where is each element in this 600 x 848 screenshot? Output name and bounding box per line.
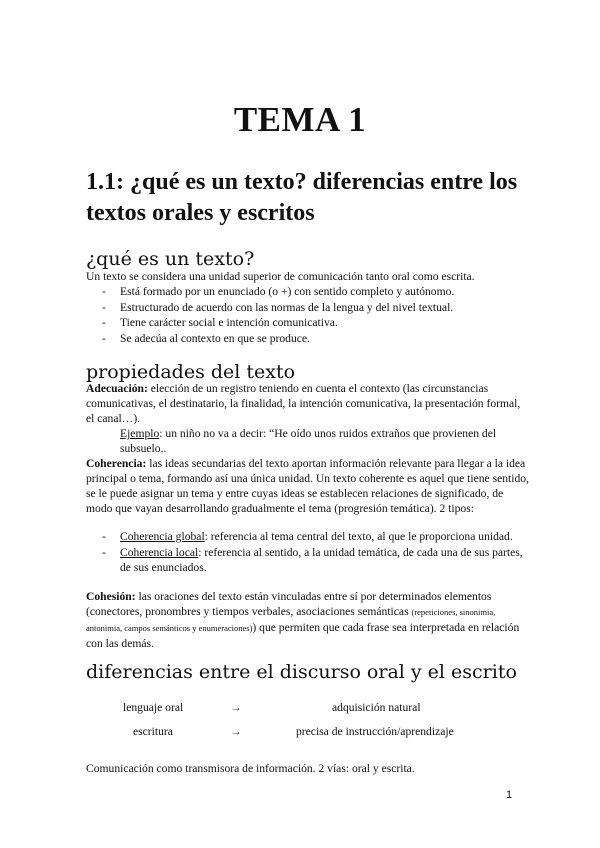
- row-right-escritura: precisa de instrucción/aprendizaje: [296, 725, 454, 738]
- cohesion-paragraph: [86, 589, 530, 651]
- list-item: - Estructurado de acuerdo con las normas de la lengua y del nivel textual.: [100, 300, 530, 316]
- section-heading: 1.1: ¿qué es un texto? diferencias entre los textos orales y escritos: [86, 169, 518, 226]
- coherencia-paragraph: [86, 456, 530, 516]
- adecuacion-text: elección de un registro teniendo en cuenta el contexto (las circunstancias comunicativas, el destinatario, la finalidad, la intención comunicativa, la presentación formal, el canal…).: [86, 382, 521, 425]
- arrow-icon: →: [230, 725, 242, 738]
- list-item: [100, 545, 530, 576]
- subheading-propiedades: propiedades del texto: [86, 361, 296, 383]
- coherence-global-text: : referencia al tema central del texto, al que le proporciona unidad.: [204, 530, 513, 543]
- example-text: : un niño no va a decir: “He oído unos ruidos extraños que provienen del subsuelo..: [120, 427, 497, 455]
- list-item: - Está formado por un enunciado (o +) con sentido completo y autónomo.: [100, 284, 530, 300]
- coherencia-term: Coherencia:: [86, 457, 147, 470]
- document-title: TEMA 1: [233, 100, 367, 139]
- cohesion-text-end: ) que permiten que cada frase sea interpretada en relación con las demás.: [86, 621, 520, 650]
- cohesion-examples: (repeticiones, sinonimia, antonimia, campos semánticos y enumeraciones): [86, 607, 496, 633]
- example-paragraph: [120, 426, 530, 456]
- list-item: - Se adecúa al contexto en que se produce.: [100, 331, 530, 347]
- list-item: - Tiene carácter social e intención comunicativa.: [100, 315, 530, 331]
- text-definition-list: [100, 284, 530, 346]
- coherence-types-list: [100, 529, 530, 576]
- adecuacion-paragraph: [86, 381, 530, 426]
- coherence-local-label: Coherencia local: [120, 545, 199, 559]
- row-right-oral: adquisición natural: [332, 701, 421, 714]
- closing-paragraph: Comunicación como transmisora de información. 2 vías: oral y escrita.: [86, 762, 415, 775]
- arrow-icon: →: [230, 701, 242, 714]
- row-left-oral: lenguaje oral: [123, 701, 184, 714]
- list-item: [100, 529, 530, 545]
- coherence-local-text: : referencia al sentido, a la unidad temática, de cada una de sus partes, de sus enunciados.: [120, 545, 523, 574]
- coherencia-text: las ideas secundarias del texto aportan información relevante para llegar a la idea principal o tema, formando así una única unidad. Un texto coherente es aquel que tiene sentido, se le puede asignar un tema y entre cuyas ideas se establecen relaciones de significado, de modo que vayan desarrollando gradualmente el tema (progresión temática). 2 tipos:: [86, 457, 529, 515]
- subheading-que-es-texto: ¿qué es un texto?: [86, 248, 255, 270]
- coherence-global-label: Coherencia global: [120, 530, 205, 543]
- adecuacion-term: Adecuación:: [86, 382, 148, 395]
- row-left-escritura: escritura: [133, 725, 173, 738]
- subheading-diferencias: diferencias entre el discurso oral y el escrito: [86, 661, 517, 683]
- cohesion-text: las oraciones del texto están vinculadas entre sí por determinados elementos (conectores, pronombres y tiempos verbales, asociaciones semánticas: [86, 590, 492, 618]
- example-label: Ejemplo: [120, 427, 160, 440]
- page-number: 1: [506, 789, 513, 801]
- cohesion-term: Cohesión:: [86, 590, 136, 603]
- intro-paragraph: Un texto se considera una unidad superior de comunicación tanto oral como escrita.: [86, 270, 475, 283]
